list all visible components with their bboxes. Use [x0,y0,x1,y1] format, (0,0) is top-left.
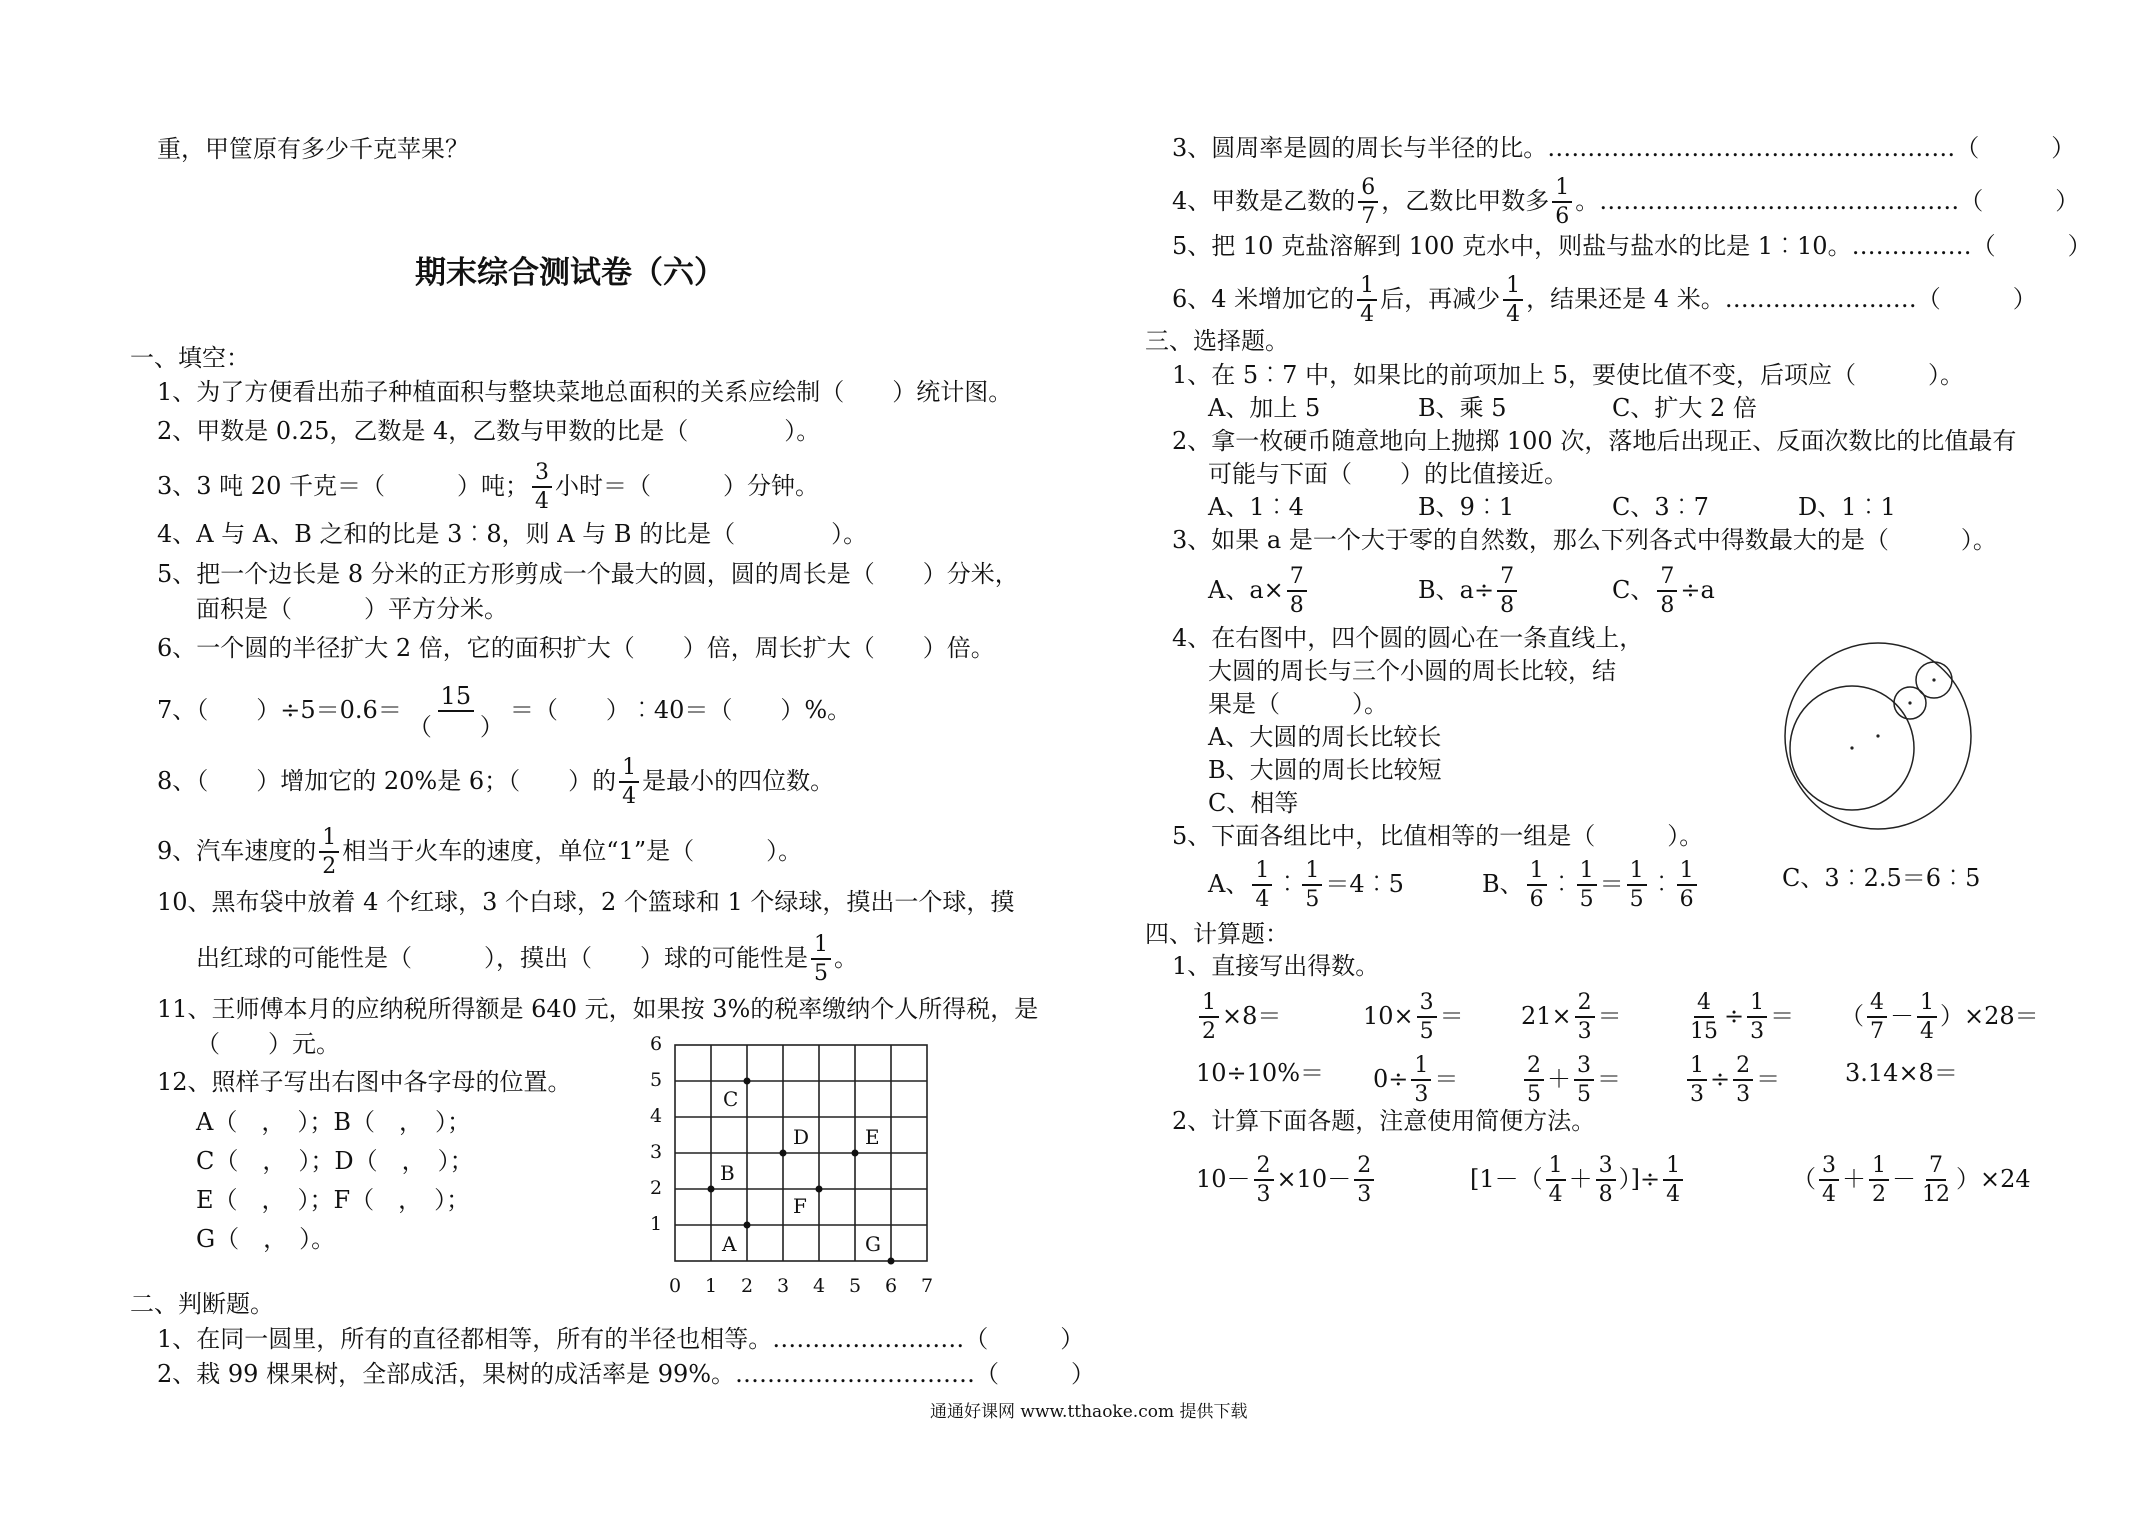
grid-point-f [816,1186,823,1193]
calc-row1-item1: $\frac{1}{2}$ ×8＝ [1196,992,1281,1043]
x-tick-4: 4 [812,1275,826,1297]
x-tick-1: 1 [704,1275,718,1297]
grid-letter-b: B [720,1161,735,1185]
choice-q2-option-c: C、3︰7 [1612,493,1709,521]
x-tick-3: 3 [776,1275,790,1297]
fill-q10-line1: 10、黑布袋中放着 4 个红球，3 个白球，2 个篮球和 1 个绿球，摸出一个球，摸 [157,888,1015,916]
grid-letter-d: D [793,1125,810,1149]
calc-row2-item1: 10÷10%＝ [1196,1059,1324,1087]
section-choice-heading: 三、选择题。 [1145,327,1289,355]
section-calc-heading: 四、计算题： [1145,920,1289,948]
choice-q5: 5、下面各组比中，比值相等的一组是（ ）。 [1172,822,1704,850]
judge-q1: 1、在同一圆里，所有的直径都相等，所有的半径也相等。……………………（ ） [157,1325,1085,1353]
fill-q5-line1: 5、把一个边长是 8 分米的正方形剪成一个最大的圆，圆的周长是（ ）分米， [157,560,1019,588]
grid-point-g [888,1258,895,1265]
choice-q3-option-c: C、 $\frac{7}{8}$ ÷a [1612,564,1715,618]
choice-q4-option-c: C、相等 [1208,789,1299,817]
choice-q2-option-a: A、1︰4 [1208,493,1304,521]
choice-q1-option-c: C、扩大 2 倍 [1612,394,1757,422]
calc-row1-item4: $\frac{4}{15}$ ÷ $\frac{1}{3}$ ＝ [1690,990,1795,1044]
calc-direct-heading: 1、直接写出得数。 [1172,952,1380,980]
fill-q11-line2: （ ）元。 [196,1030,340,1058]
calc-row1-item2: 10× $\frac{3}{5}$ ＝ [1363,990,1464,1044]
y-tick-4: 4 [649,1105,663,1127]
grid-point-b [708,1186,715,1193]
choice-q1: 1、在 5︰7 中，如果比的前项加上 5，要使比值不变，后项应（ ）。 [1172,361,1964,389]
q12-row-1: A（ ， ）；B（ ， ）； [196,1108,471,1136]
grid-point-a [744,1222,751,1229]
grid-point-e [852,1150,859,1157]
fill-q5-line2: 面积是（ ）平方分米。 [196,595,508,623]
choice-q2-option-d: D、1︰1 [1798,493,1896,521]
circles-figure [1780,640,1980,830]
q12-row-4: G（ ， ）。 [196,1225,336,1253]
grid-letter-e: E [865,1125,880,1149]
calc-row3-item1: 10－ $\frac{2}{3}$ ×10－ $\frac{2}{3}$ [1196,1155,1377,1206]
choice-q4-line1: 4、在右图中，四个圆的圆心在一条直线上， [1172,624,1644,652]
intro-line: 重，甲筐原有多少千克苹果？ [157,135,469,163]
fill-q3: 3、3 吨 20 千克＝（ ）吨； $\frac{3}{4}$ 小时＝（ ）分钟。 [157,460,819,514]
calc-row3-item3: （ $\frac{3}{4}$ ＋ $\frac{1}{2}$ － $\frac{7}{12}$ ）×24 [1792,1153,2031,1207]
calc-row2-item2: 0÷ $\frac{1}{3}$ ＝ [1373,1053,1459,1107]
calc-row1-item3: 21× $\frac{2}{3}$ ＝ [1521,990,1622,1044]
x-tick-5: 5 [848,1275,862,1297]
fill-q1: 1、为了方便看出茄子种植面积与整块菜地总面积的关系应绘制（ ）统计图。 [157,378,1013,406]
y-tick-1: 1 [649,1213,663,1235]
y-tick-3: 3 [649,1141,663,1163]
choice-q4-line3: 果是（ ）。 [1208,690,1388,718]
calc-row1-item5: （ $\frac{4}{7}$ － $\frac{1}{4}$ ）×28＝ [1840,990,2039,1044]
fill-q10-line2: 出红球的可能性是（ ），摸出（ ）球的可能性是 $\frac{1}{5}$ 。 [196,932,858,986]
page-title: 期末综合测试卷（六） [415,255,725,291]
choice-q2-option-b: B、9︰1 [1418,493,1515,521]
grid-letter-g: G [865,1232,881,1256]
choice-q3-option-b: B、a÷ $\frac{7}{8}$ [1418,566,1520,617]
choice-q5-option-b: B、 $\frac{1}{6}$ ︰ $\frac{1}{5}$ ＝ $\frac{1}{5}$ ︰ $\frac{1}{6}$ [1482,860,1700,911]
choice-q1-option-a: A、加上 5 [1208,394,1321,422]
judge-q4: 4、甲数是乙数的 $\frac{6}{7}$ ，乙数比甲数多 $\frac{1}{6}$ 。………………………………………（ ） [1172,175,2080,229]
choice-q3-option-a: A、a× $\frac{7}{8}$ [1208,566,1310,617]
fill-q12: 12、照样子写出右图中各字母的位置。 [157,1068,572,1096]
choice-q2-line2: 可能与下面（ ）的比值接近。 [1208,460,1568,488]
y-tick-5: 5 [649,1069,663,1091]
calc-row2-item5: 3.14×8＝ [1845,1059,1958,1087]
section-fill-heading: 一、填空： [130,344,250,372]
x-tick-6: 6 [884,1275,898,1297]
choice-q1-option-b: B、乘 5 [1418,394,1507,422]
grid-letter-a: A [722,1232,737,1256]
calc-row2-item3: $\frac{2}{5}$ ＋ $\frac{3}{5}$ ＝ [1521,1055,1621,1106]
choice-q4-option-a: A、大圆的周长比较长 [1208,723,1442,751]
footer-source: 通通好课网 www.tthaoke.com 提供下载 [930,1402,1248,1422]
choice-q4-option-b: B、大圆的周长比较短 [1208,756,1442,784]
x-tick-2: 2 [740,1275,754,1297]
coordinate-grid-figure [640,1030,950,1300]
grid-letter-c: C [723,1087,739,1111]
section-judge-heading: 二、判断题。 [130,1290,274,1318]
calc-simplify-heading: 2、计算下面各题，注意使用简便方法。 [1172,1107,1596,1135]
fill-q9: 9、汽车速度的 $\frac{1}{2}$ 相当于火车的速度，单位“1”是（ ）。 [157,825,803,879]
judge-q2: 2、栽 99 棵果树，全部成活，果树的成活率是 99%。…………………………（ ） [157,1360,1096,1388]
fill-q8: 8、（ ）增加它的 20%是 6；（ ）的 $\frac{1}{4}$ 是最小的四位数。 [157,755,835,809]
grid-point-c [744,1078,751,1085]
fill-q6: 6、一个圆的半径扩大 2 倍，它的面积扩大（ ）倍，周长扩大（ ）倍。 [157,634,995,662]
y-tick-6: 6 [649,1033,663,1055]
q12-row-2: C（ ， ）；D（ ， ）； [196,1147,474,1175]
judge-q5: 5、把 10 克盐溶解到 100 克水中，则盐与盐水的比是 1︰10。……………（ ） [1172,232,2092,260]
fill-q11-line1: 11、王师傅本月的应纳税所得额是 640 元，如果按 3%的税率缴纳个人所得税，是 [157,995,1039,1023]
x-tick-0: 0 [668,1275,682,1297]
grid-point-d [780,1150,787,1157]
grid-letter-f: F [793,1194,807,1218]
choice-q4-line2: 大圆的周长与三个小圆的周长比较，结 [1208,657,1616,685]
fill-q2: 2、甲数是 0.25，乙数是 4，乙数与甲数的比是（ ）。 [157,417,821,445]
calc-row3-item2: [1－（ $\frac{1}{4}$ ＋ $\frac{3}{8}$ ）]÷ $\frac{1}{4}$ [1470,1155,1686,1206]
fill-q7: 7、（ ）÷5＝0.6＝ $\frac{15}{( )}$ ＝（ ）︰40＝（ ）%。 [157,682,852,741]
choice-q2-line1: 2、拿一枚硬币随意地向上抛掷 100 次，落地后出现正、反面次数比的比值最有 [1172,427,2017,455]
choice-q5-option-c: C、3︰2.5＝6︰5 [1782,864,1981,892]
fill-q4: 4、A 与 A、B 之和的比是 3︰8，则 A 与 B 的比是（ ）。 [157,520,868,548]
y-tick-2: 2 [649,1177,663,1199]
judge-q6: 6、4 米增加它的 $\frac{1}{4}$ 后，再减少 $\frac{1}{4}$ ，结果还是 4 米。……………………（ ） [1172,273,2037,327]
choice-q5-option-a: A、 $\frac{1}{4}$ ︰ $\frac{1}{5}$ ＝4︰5 [1208,858,1404,912]
x-tick-7: 7 [920,1275,934,1297]
q12-row-3: E（ ， ）；F（ ， ）； [196,1186,471,1214]
choice-q3: 3、如果 a 是一个大于零的自然数，那么下列各式中得数最大的是（ ）。 [1172,526,1997,554]
judge-q3: 3、圆周率是圆的周长与半径的比。……………………………………………（ ） [1172,134,2076,162]
calc-row2-item4: $\frac{1}{3}$ ÷ $\frac{2}{3}$ ＝ [1684,1055,1780,1106]
